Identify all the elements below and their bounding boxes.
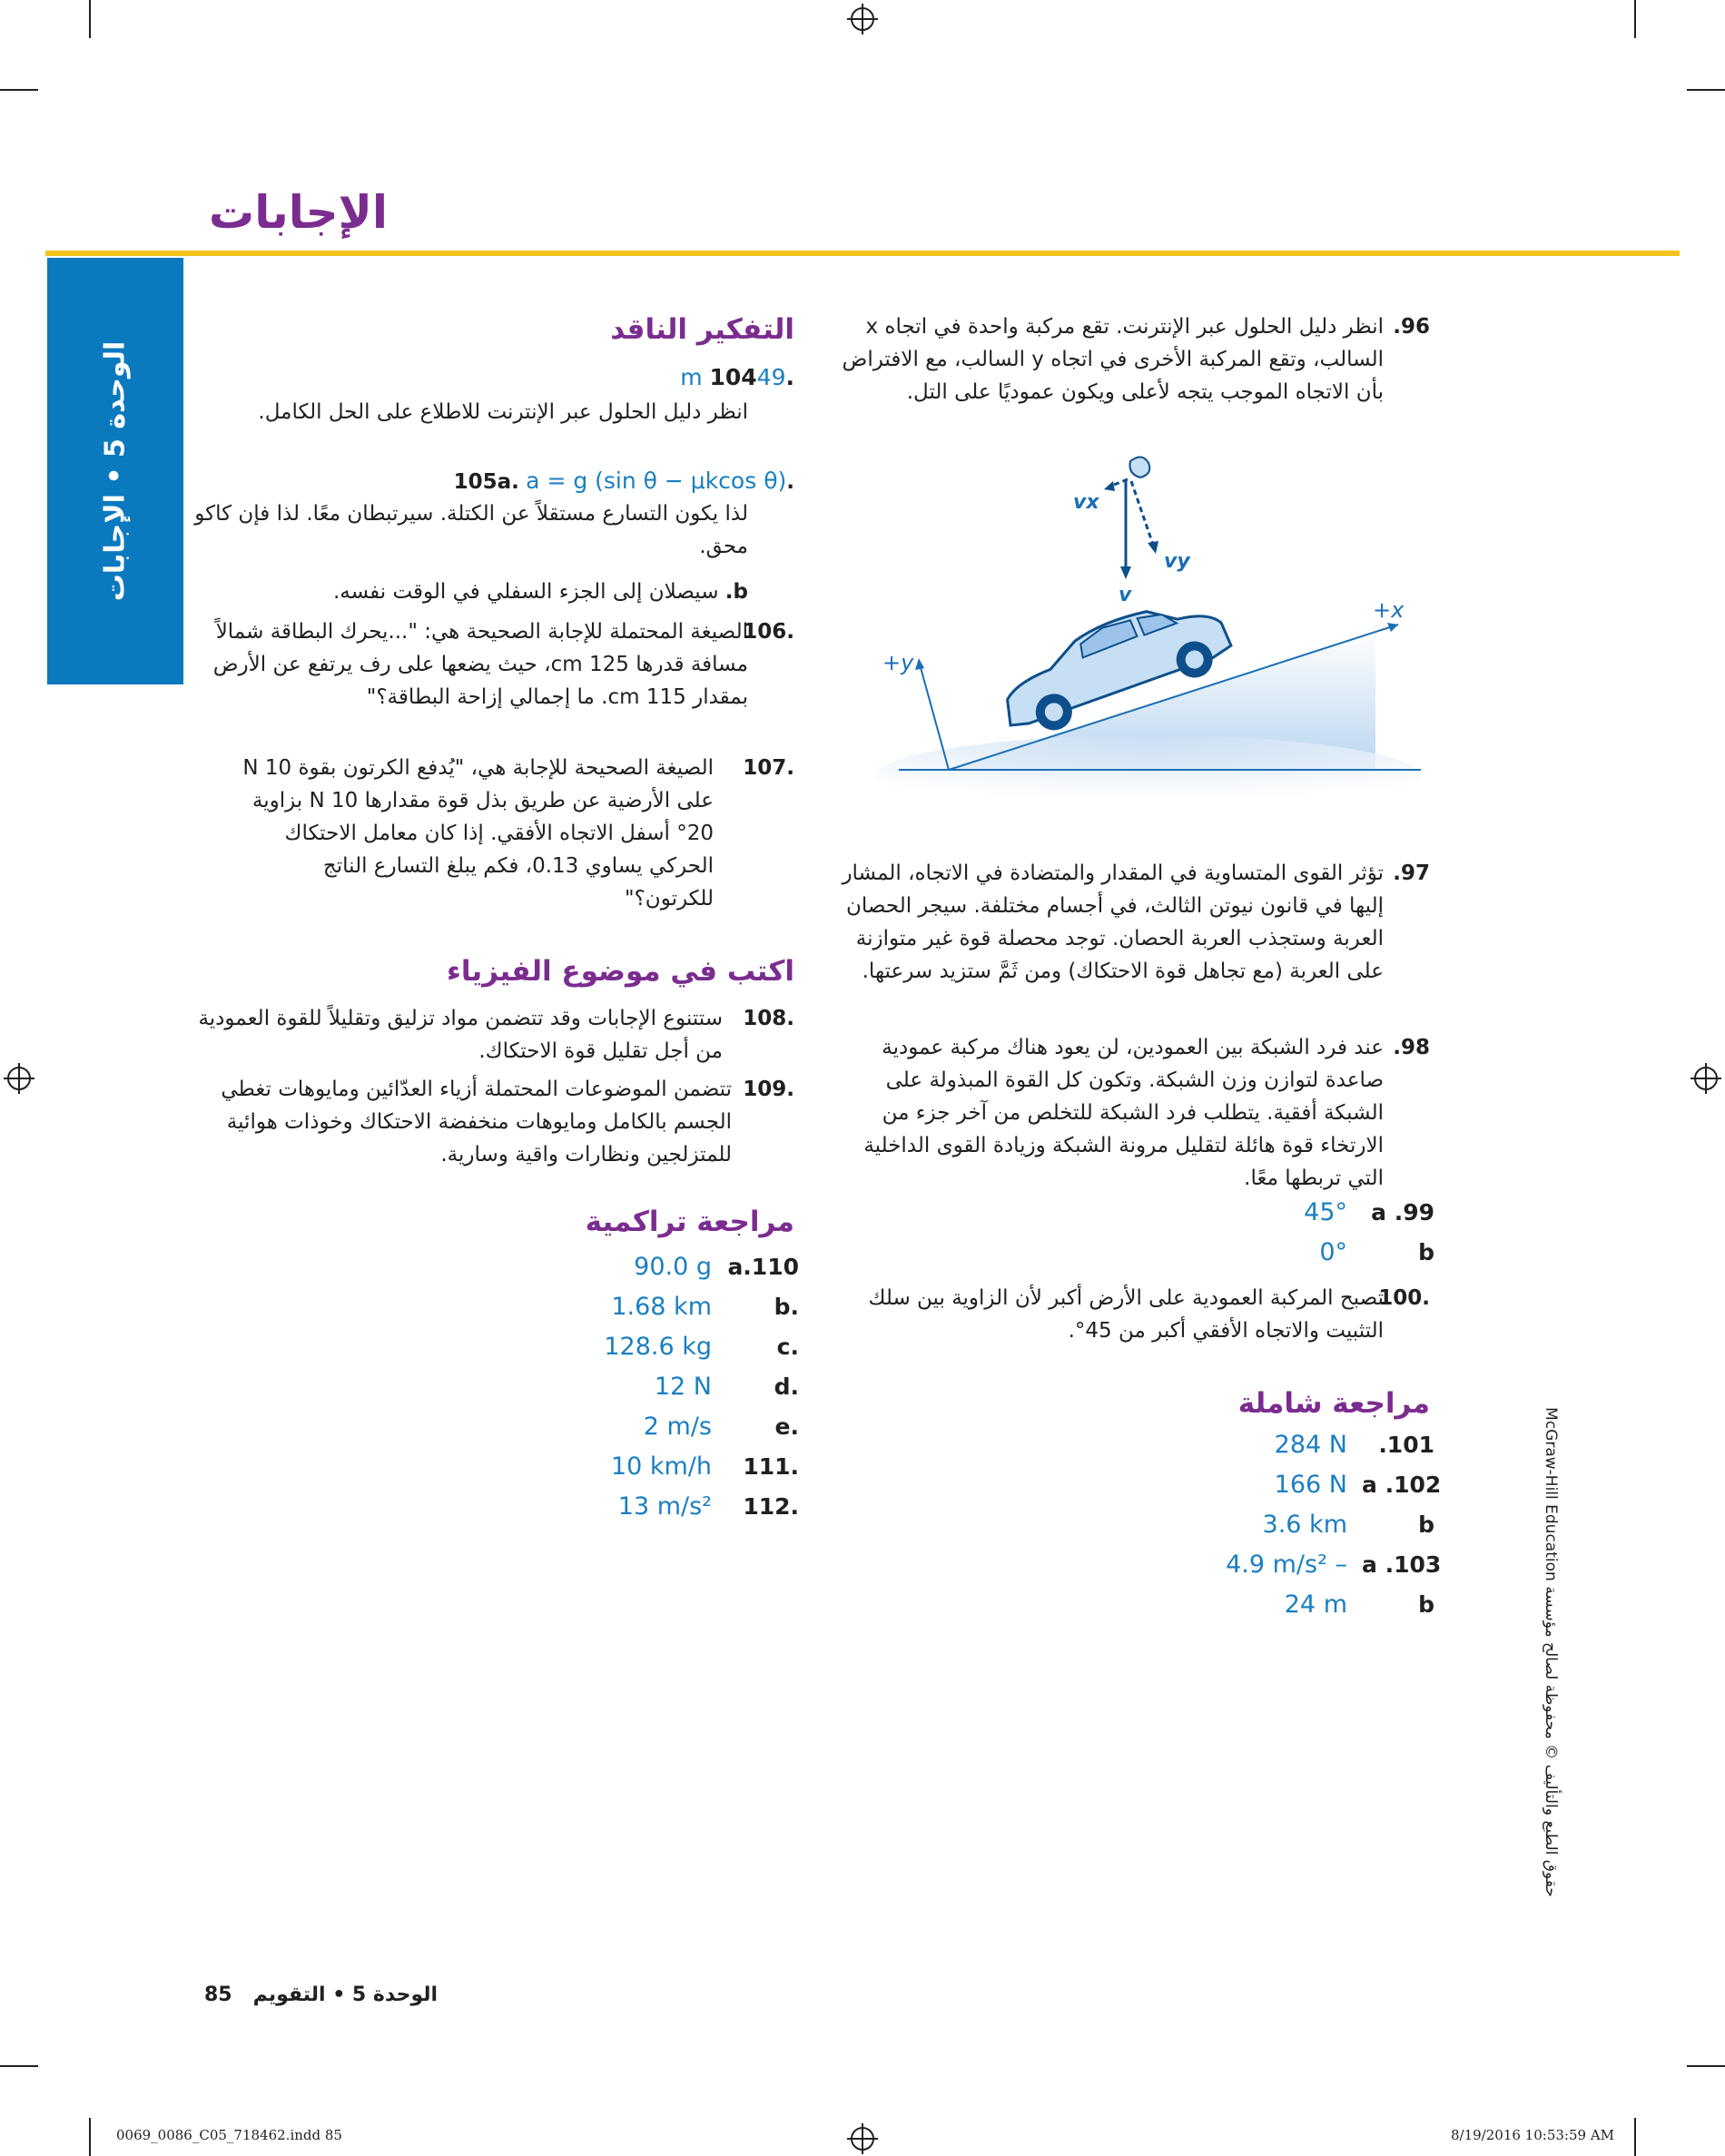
answer-96-number: 96.: [1393, 315, 1430, 339]
cumulative-label: d.: [774, 1373, 799, 1400]
crop-mark: [89, 2118, 91, 2156]
comprehensive-value: 4.9 m/s² –: [1226, 1551, 1347, 1579]
plus-x-label: +x: [1373, 597, 1405, 623]
answer-97-text: تؤثر القوى المتساوية في المقدار والمتضادة في الاتجاه، المشار إليها في قانون نيوتن الثالث، في أجسام مختلفة. سيجر الحصان العربة وستجذب العربة الحصان. توجد محصلة قوة غير متوازنة على العربة (مع تجاهل قوة الاحتكاك) ومن ثَمَّ ستزيد سرعتها.: [842, 861, 1384, 983]
heading-cumulative-review: مراجعة تراكمية: [585, 1206, 794, 1238]
answer-106-text: الصيغة المحتملة للإجابة الصحيحة هي: "...يحرك البطاقة شمالاً مسافة قدرها 125 cm، حيث يضعها على رف يرتفع عن الأرض بمقدار 115 cm. ما إجمالي إزاحة البطاقة؟": [212, 620, 748, 709]
cumulative-value: 90.0 g: [634, 1253, 712, 1281]
heading-comprehensive-review: مراجعة شاملة: [1237, 1387, 1430, 1420]
answer-105a: .105a. a = g (sin θ − μkcos θ): [453, 468, 794, 494]
comprehensive-row: [1180, 1471, 1442, 1511]
heading-critical-thinking: التفكير الناقد: [610, 313, 794, 346]
cumulative-value: 2 m/s: [643, 1413, 712, 1441]
answer-104-text: انظر دليل الحلول عبر الإنترنت للاطلاع على الحل الكامل.: [258, 400, 748, 424]
answer-109-text: تتضمن الموضوعات المحتملة أزياء العدّائين ومايوهات تغطي الجسم بالكامل ومايوهات منخفضة الاحتكاك وخوذات هوائية للمتزلجين ونظارات واقية وسارية.: [221, 1078, 732, 1167]
vy-arrowhead: [1148, 541, 1158, 554]
cumulative-row: [545, 1413, 799, 1452]
cumulative-value: 13 m/s²: [617, 1492, 712, 1521]
cumulative-label: 112.: [743, 1493, 799, 1520]
comprehensive-label: a .103: [1362, 1551, 1442, 1578]
answer-97-number: 97.: [1393, 861, 1430, 885]
cumulative-row: [545, 1253, 799, 1293]
registration-mark-icon: [1694, 1067, 1718, 1090]
answer-107-text: الصيغة الصحيحة للإجابة هي، "يُدفع الكرتون بقوة 10 N على الأرضية عن طريق بذل قوة مقدارها 10 N بزاوية 20° أسفل الاتجاه الأفقي. إذا كان معامل الاحتكاك الحركي يساوي 0.13، فكم يبلغ التسارع الناتج للكرتون؟": [242, 756, 714, 911]
vy-label: vy: [1164, 550, 1190, 573]
vy-vector: [1131, 481, 1153, 545]
answer-107-number: .107: [743, 756, 794, 780]
comprehensive-label: b: [1418, 1511, 1434, 1538]
cumulative-row: [545, 1293, 799, 1333]
comprehensive-label: b: [1418, 1591, 1434, 1618]
answer-108-text: ستتنوع الإجابات وقد تتضمن مواد تزليق وتقليلاً للقوة العمودية من أجل تقليل قوة الاحتكاك.: [198, 1007, 723, 1063]
answer-99-row: [1180, 1238, 1434, 1278]
registration-mark-icon: [7, 1067, 31, 1090]
footer-text: الوحدة 5 • التقويم: [252, 1984, 439, 2006]
v-arrowhead: [1120, 566, 1131, 579]
cumulative-review-list: [545, 1253, 799, 1532]
heading-writing: اكتب في موضوع الفيزياء: [446, 955, 794, 988]
answer-100-text: تصبح المركبة العمودية على الأرض أكبر لأن الزاوية بين سلك التثبيت والاتجاه الأفقي أكبر من 45°.: [868, 1286, 1384, 1343]
cumulative-row: [545, 1333, 799, 1373]
answer-99-value: 45°: [1304, 1198, 1347, 1226]
side-tab: [47, 258, 183, 684]
answer-99-row: [1180, 1198, 1434, 1238]
comprehensive-value: 3.6 km: [1262, 1511, 1347, 1539]
comprehensive-label: .101: [1378, 1432, 1434, 1458]
cumulative-label: 111.: [743, 1453, 799, 1480]
v-label: v: [1119, 584, 1132, 606]
comprehensive-row: [1180, 1511, 1434, 1551]
comprehensive-row: [1180, 1431, 1434, 1471]
ground-shadow: [876, 735, 1421, 817]
cumulative-value: 10 km/h: [610, 1452, 712, 1481]
comprehensive-label: a .102: [1362, 1472, 1442, 1498]
answer-99-label: b: [1418, 1239, 1434, 1265]
answer-96-text: انظر دليل الحلول عبر الإنترنت. تقع مركبة واحدة في اتجاه x السالب، وتقع المركبة الأخرى في اتجاه y السالب، مع الافتراض بأن الاتجاه الموجب يتجه لأعلى ويكون عموديًا على التل.: [842, 315, 1384, 404]
slug-filename: 0069_0086_C05_718462.indd 85: [116, 2127, 342, 2143]
answer-100-number: .100: [1378, 1286, 1430, 1310]
cumulative-row: [545, 1492, 799, 1532]
vx-arrowhead: [1104, 481, 1115, 491]
answer-99-value: 0°: [1319, 1238, 1347, 1266]
crop-mark: [0, 89, 38, 91]
cumulative-row: [545, 1452, 799, 1492]
crop-mark: [0, 2065, 38, 2067]
answer-105b: b. سيصلان إلى الجزء السفلي في الوقت نفسه.: [332, 580, 748, 604]
cumulative-value: 128.6 kg: [604, 1333, 712, 1361]
crop-mark: [1687, 89, 1725, 91]
footer: [204, 1984, 438, 2006]
comprehensive-value: 284 N: [1274, 1431, 1347, 1459]
crop-mark: [1634, 2118, 1636, 2156]
side-copyright: حقوق الطبع والتأليف © محفوظة لصالح مؤسسة McGraw-Hill Education: [1542, 1407, 1560, 1897]
answer-108-number: .108: [743, 1007, 794, 1030]
comprehensive-row: [1180, 1551, 1442, 1590]
cumulative-row: [545, 1373, 799, 1413]
registration-mark-icon: [851, 2127, 874, 2151]
comprehensive-row: [1180, 1590, 1434, 1630]
answer-109-number: .109: [743, 1078, 794, 1101]
answer-98-number: 98.: [1393, 1036, 1430, 1059]
footer-page-number: 85: [204, 1984, 232, 2006]
comprehensive-value: 166 N: [1274, 1471, 1347, 1499]
comprehensive-review-list: [1180, 1431, 1442, 1630]
crop-mark: [1634, 0, 1636, 38]
answer-105a-text: لذا يكون التسارع مستقلاً عن الكتلة. سيرتبطان معًا. لذا فإن كاكو محق.: [194, 502, 748, 558]
comprehensive-value: 24 m: [1284, 1590, 1347, 1619]
answer-106-number: .106: [743, 620, 794, 644]
answer-99-list: [1180, 1198, 1434, 1278]
falling-rock-icon: [1129, 457, 1149, 477]
plus-y-arrowhead: [915, 658, 924, 670]
cumulative-value: 1.68 km: [611, 1293, 712, 1321]
answer-99-label: a .99: [1371, 1199, 1434, 1226]
answer-98-text: عند فرد الشبكة بين العمودين، لن يعود هناك مركبة عمودية صاعدة لتوازن وزن الشبكة. وتكون كل القوة المبذولة على الشبكة أفقية. يتطلب فرد الشبكة للتخلص من آخر جزء من الارتخاء قوة هائلة لتقليل مرونة الشبكة وزيادة القوى الداخلية التي تربطها معًا.: [863, 1036, 1384, 1190]
cumulative-label: b.: [774, 1294, 799, 1320]
car-on-incline-figure: [872, 454, 1425, 853]
page-title: الإجابات: [209, 186, 388, 239]
cumulative-label: a.110: [727, 1254, 799, 1280]
cumulative-label: c.: [776, 1334, 799, 1360]
cumulative-label: e.: [774, 1413, 799, 1440]
plus-y-label: +y: [882, 650, 914, 675]
registration-mark-icon: [851, 7, 874, 31]
slug-date: 8/19/2016 10:53:59 AM: [1451, 2127, 1615, 2143]
cumulative-value: 12 N: [654, 1373, 712, 1401]
answer-104: .10449 m: [680, 364, 794, 390]
crop-mark: [1687, 2065, 1725, 2067]
vx-label: vx: [1073, 491, 1099, 514]
header-rule: [45, 251, 1680, 256]
crop-mark: [89, 0, 91, 38]
side-tab-label: الوحدة 5 • الإجابات: [99, 340, 132, 602]
